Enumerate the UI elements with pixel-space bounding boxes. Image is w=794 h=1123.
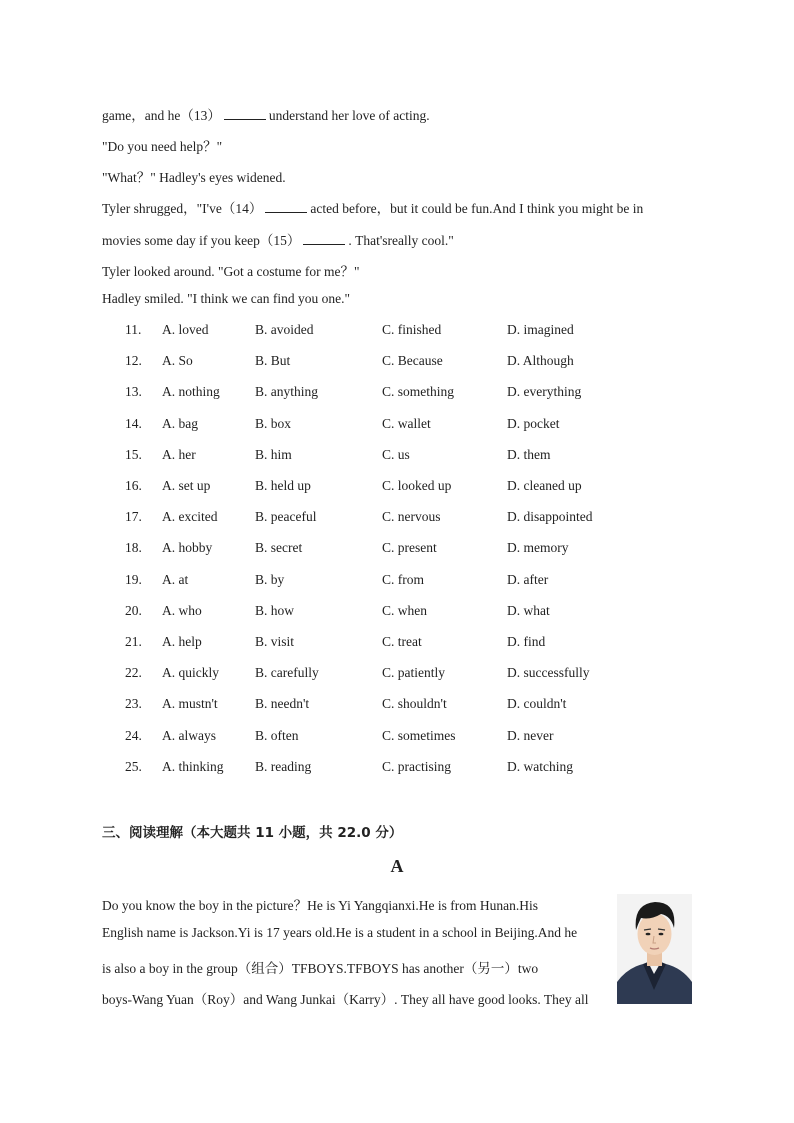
option-b: B. secret <box>255 540 303 555</box>
option-c: C. from <box>382 572 424 587</box>
option-d: D. never <box>507 728 554 743</box>
option-d: D. after <box>507 572 549 587</box>
blank-14 <box>265 200 307 213</box>
question-number: 20. <box>125 603 142 618</box>
question-row <box>125 353 725 373</box>
option-b: B. visit <box>255 634 295 649</box>
text: acted before，but it could be fun.And I think you might be in <box>310 201 644 216</box>
option-c: C. looked up <box>382 478 452 493</box>
text: . That'sreally cool." <box>348 233 454 248</box>
option-a: A. nothing <box>162 384 220 399</box>
question-number: 14. <box>125 416 142 431</box>
question-number: 23. <box>125 696 142 711</box>
option-b: B. reading <box>255 759 312 774</box>
option-b: B. anything <box>255 384 318 399</box>
option-d: D. them <box>507 447 551 462</box>
option-d: D. what <box>507 603 550 618</box>
question-row <box>125 572 725 592</box>
passage-a-line: English name is Jackson.Yi is 17 years old.He is a student in a school in Beijing.And he <box>102 925 578 940</box>
question-number: 18. <box>125 540 142 555</box>
option-c: C. when <box>382 603 427 618</box>
question-row <box>125 696 725 716</box>
option-c: C. patiently <box>382 665 445 680</box>
option-b: B. But <box>255 353 291 368</box>
blank-15 <box>303 232 345 245</box>
option-c: C. treat <box>382 634 422 649</box>
option-a: A. at <box>162 572 189 587</box>
option-b: B. by <box>255 572 285 587</box>
question-number: 19. <box>125 572 142 587</box>
option-d: D. Although <box>507 353 574 368</box>
passage-line: Hadley smiled. "I think we can find you one." <box>102 291 350 306</box>
passage-line-15 <box>102 229 454 249</box>
option-d: D. cleaned up <box>507 478 582 493</box>
portrait-image <box>617 894 692 1004</box>
option-a: A. who <box>162 603 202 618</box>
question-number: 24. <box>125 728 142 743</box>
option-c: C. finished <box>382 322 442 337</box>
option-a: A. quickly <box>162 665 219 680</box>
option-c: C. us <box>382 447 410 462</box>
option-b: B. carefully <box>255 665 319 680</box>
passage-line: "What？" Hadley's eyes widened. <box>102 170 286 185</box>
option-a: A. always <box>162 728 216 743</box>
question-number: 11. <box>125 322 142 337</box>
blank-13 <box>224 107 266 120</box>
option-a: A. mustn't <box>162 696 218 711</box>
question-row <box>125 322 725 342</box>
option-c: C. wallet <box>382 416 431 431</box>
option-d: D. pocket <box>507 416 560 431</box>
option-a: A. her <box>162 447 196 462</box>
option-c: C. something <box>382 384 455 399</box>
option-a: A. bag <box>162 416 198 431</box>
option-b: B. peaceful <box>255 509 317 524</box>
option-b: B. box <box>255 416 292 431</box>
passage-line-14 <box>102 197 643 217</box>
question-row <box>125 665 725 685</box>
option-d: D. watching <box>507 759 573 774</box>
passage-line-13 <box>102 104 430 124</box>
question-row <box>125 540 725 560</box>
option-a: A. help <box>162 634 202 649</box>
option-d: D. couldn't <box>507 696 567 711</box>
option-b: B. avoided <box>255 322 314 337</box>
option-a: A. hobby <box>162 540 213 555</box>
option-a: A. set up <box>162 478 211 493</box>
option-c: C. present <box>382 540 437 555</box>
question-row <box>125 728 725 748</box>
option-b: B. him <box>255 447 292 462</box>
option-a: A. thinking <box>162 759 224 774</box>
question-row <box>125 447 725 467</box>
passage-line: Tyler looked around. "Got a costume for me？" <box>102 264 360 279</box>
passage-heading: A <box>390 856 404 876</box>
passage-a-line: is also a boy in the group（组合）TFBOYS.TFBOYS has another（另一）two <box>102 961 539 976</box>
question-number: 17. <box>125 509 142 524</box>
question-row <box>125 634 725 654</box>
option-a: A. So <box>162 353 193 368</box>
option-d: D. successfully <box>507 665 590 680</box>
question-row <box>125 603 725 623</box>
option-c: C. sometimes <box>382 728 456 743</box>
text: understand her love of acting. <box>268 108 430 123</box>
option-c: C. shouldn't <box>382 696 447 711</box>
option-d: D. imagined <box>507 322 574 337</box>
question-number: 16. <box>125 478 142 493</box>
option-d: D. everything <box>507 384 582 399</box>
option-c: C. Because <box>382 353 443 368</box>
text: movies some day if you keep（15） <box>102 233 301 248</box>
option-d: D. memory <box>507 540 569 555</box>
boy-photo <box>617 894 692 1004</box>
option-b: B. often <box>255 728 299 743</box>
text: game，and he（13） <box>102 108 221 123</box>
question-number: 21. <box>125 634 142 649</box>
option-b: B. held up <box>255 478 311 493</box>
passage-a-line: boys-Wang Yuan（Roy）and Wang Junkai（Karry）. They all have good looks. They all <box>102 992 589 1007</box>
question-row <box>125 759 725 779</box>
question-number: 13. <box>125 384 142 399</box>
question-number: 15. <box>125 447 142 462</box>
question-row <box>125 416 725 436</box>
option-b: B. needn't <box>255 696 310 711</box>
text: Tyler shrugged，"I've（14） <box>102 201 263 216</box>
option-c: C. practising <box>382 759 451 774</box>
question-row <box>125 509 725 529</box>
question-number: 12. <box>125 353 142 368</box>
question-row <box>125 384 725 404</box>
option-a: A. loved <box>162 322 209 337</box>
passage-a-line: Do you know the boy in the picture？He is Yi Yangqianxi.He is from Hunan.His <box>102 898 538 913</box>
option-d: D. find <box>507 634 546 649</box>
question-number: 22. <box>125 665 142 680</box>
option-d: D. disappointed <box>507 509 593 524</box>
option-c: C. nervous <box>382 509 441 524</box>
section-title: 三、阅读理解（本大题共 11 小题，共 22.0 分） <box>102 825 403 841</box>
question-number: 25. <box>125 759 142 774</box>
option-b: B. how <box>255 603 295 618</box>
option-a: A. excited <box>162 509 218 524</box>
passage-line: "Do you need help？" <box>102 139 223 154</box>
question-row <box>125 478 725 498</box>
